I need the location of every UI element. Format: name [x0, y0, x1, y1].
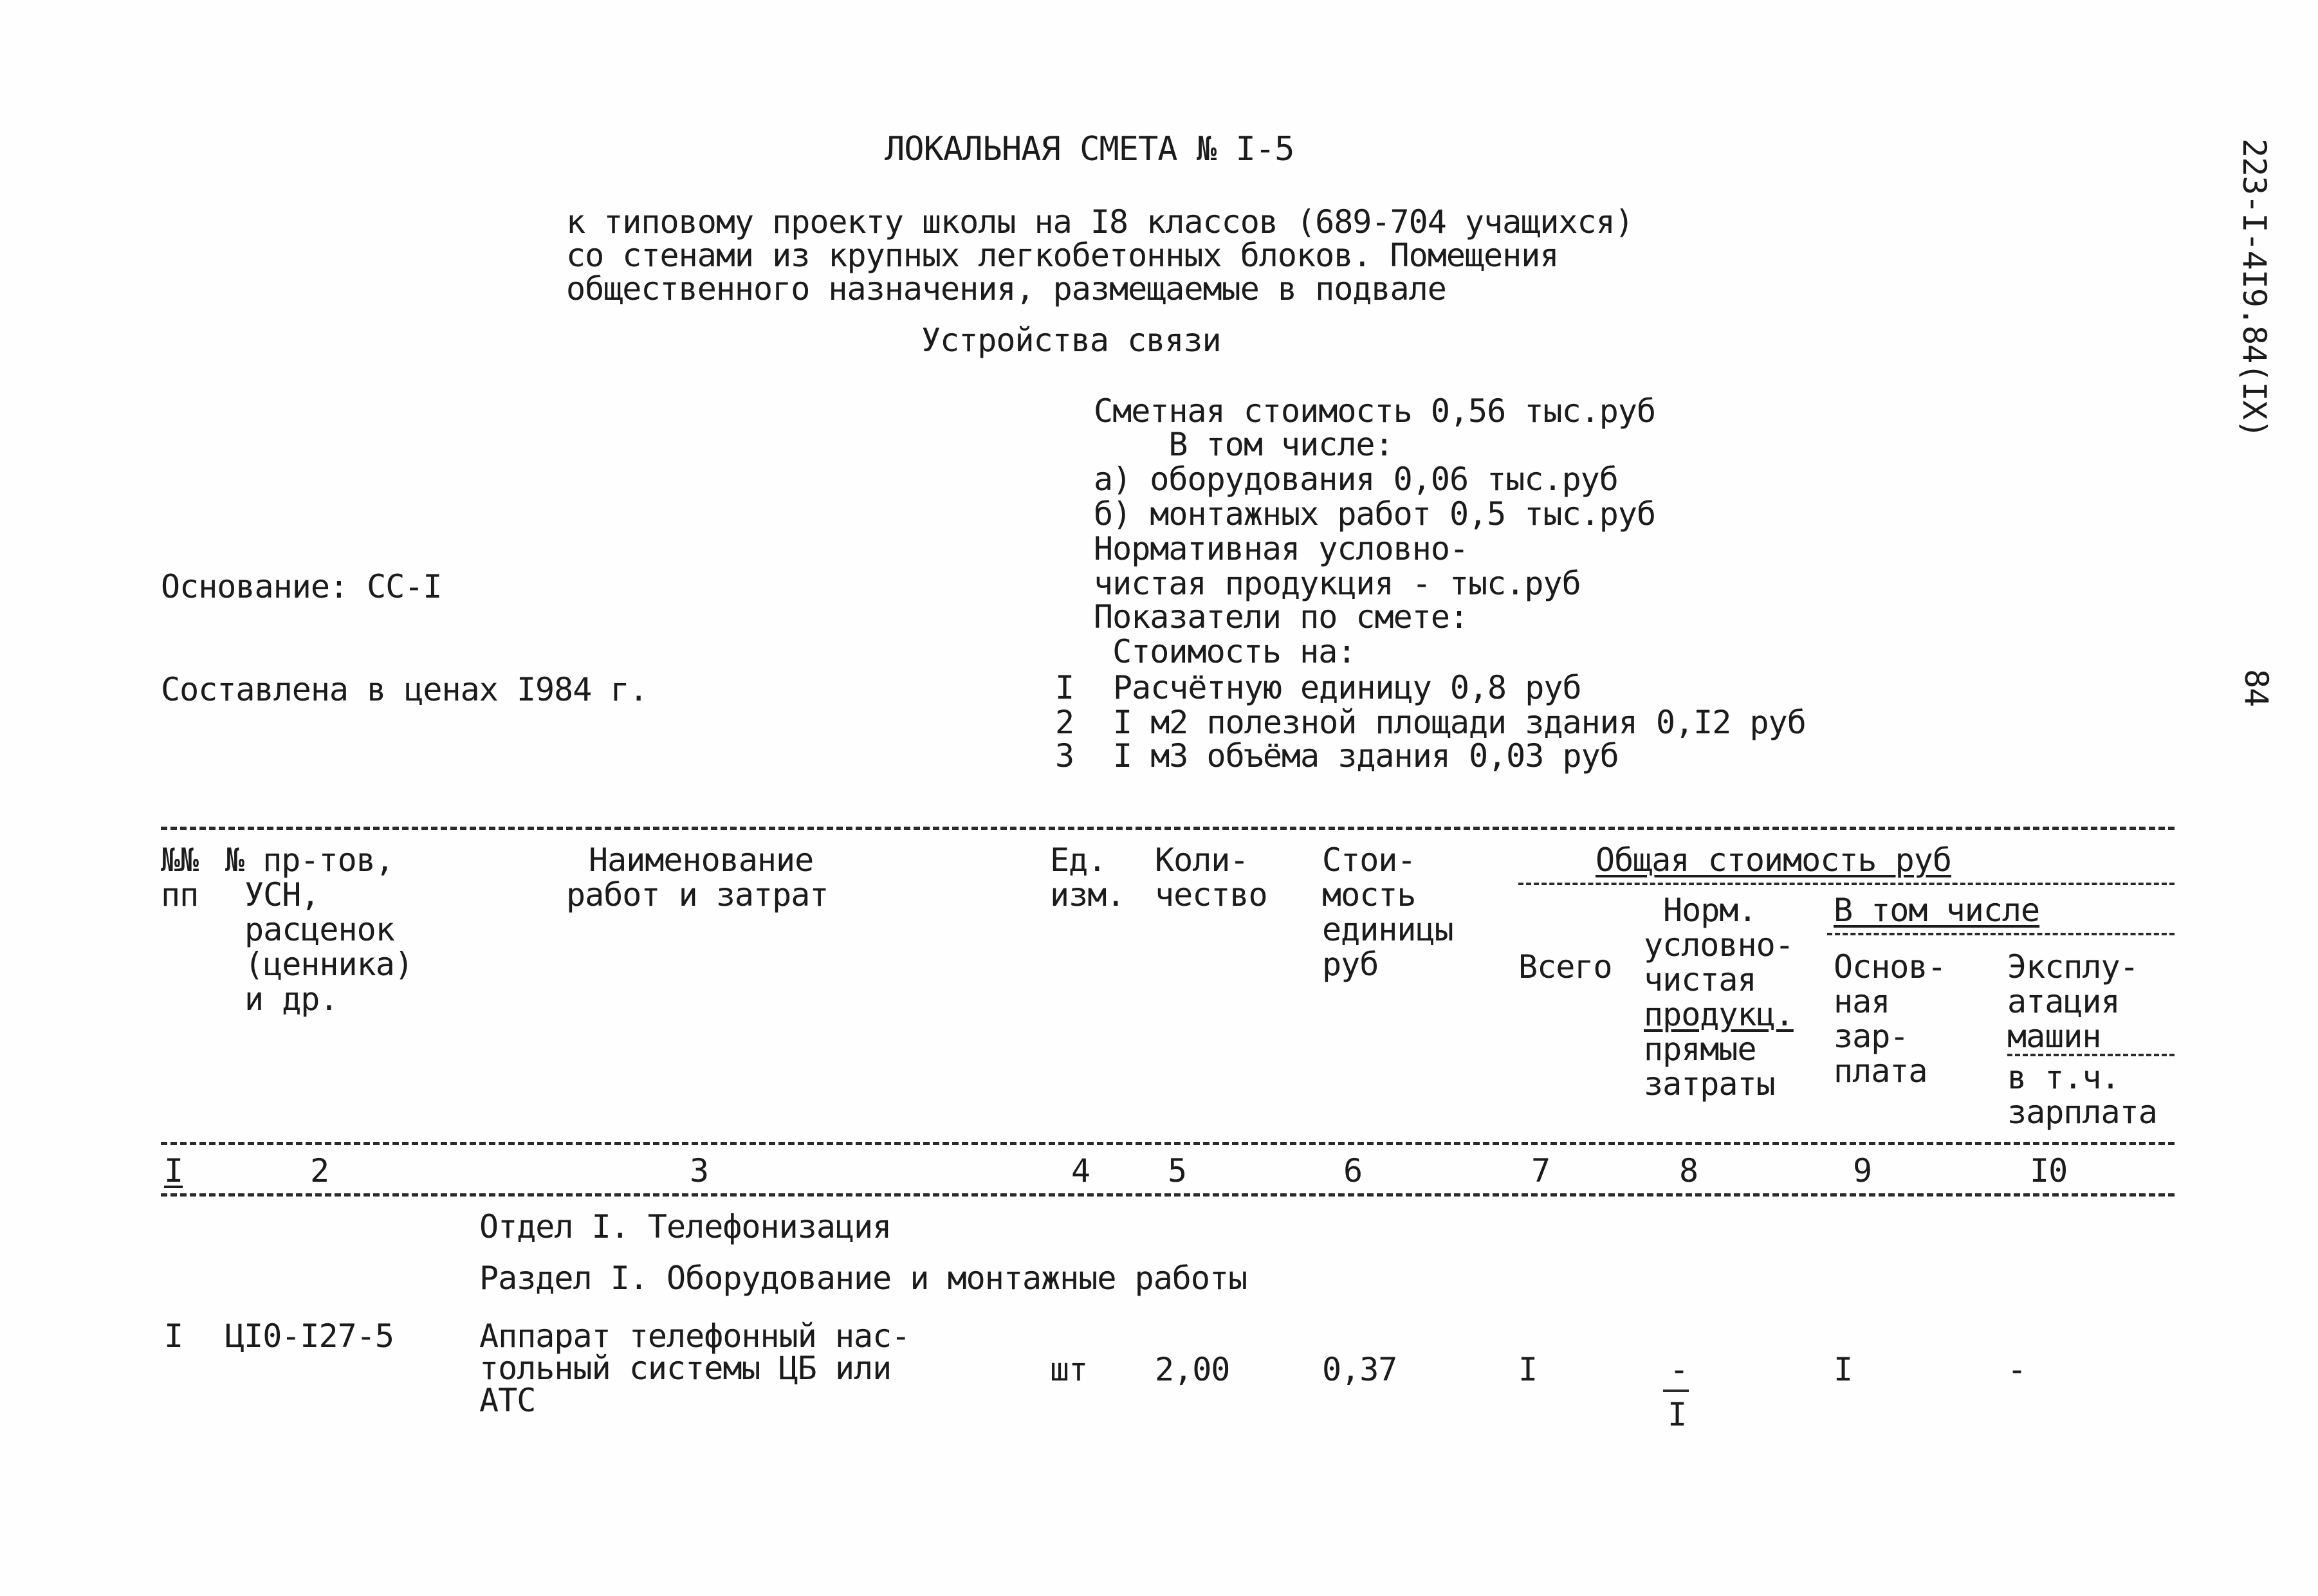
col5-header-line: Коли- — [1155, 841, 1249, 879]
row-code: ЦI0-I27-5 — [225, 1317, 394, 1355]
column-number: 3 — [690, 1152, 709, 1189]
col4-header-line: Ед. — [1050, 841, 1107, 879]
col10-header-line: Эксплу- — [2007, 948, 2139, 986]
subtitle-line-3: общественного назначения, размещаемые в подвале — [566, 270, 1446, 307]
col8-header-line: затраты — [1644, 1065, 1775, 1103]
subtitle-line-1: к типовому проекту школы на I8 классов (689-704 учащихся) — [566, 203, 1633, 241]
section-name: Устройства связи — [921, 322, 1221, 359]
table-top-rule — [161, 827, 2175, 830]
cost-line: б) монтажных работ 0,5 тыс.руб — [1094, 495, 1656, 533]
indicator-text: Расчётную единицу 0,8 руб — [1113, 669, 1581, 706]
basis-label: Основание: СС-I — [161, 568, 442, 605]
col6-header-line: Стои- — [1322, 841, 1416, 879]
indicator-text: I м3 объёма здания 0,03 руб — [1113, 737, 1619, 775]
cost-line: Стоимость на: — [1094, 633, 1356, 670]
col5-header-line: чество — [1155, 876, 1267, 913]
col6-header-line: руб — [1322, 946, 1379, 983]
indicator-number: I — [1055, 669, 1074, 706]
cost-line: В том числе: — [1094, 426, 1394, 463]
cost-line: Сметная стоимость 0,56 тыс.руб — [1094, 392, 1656, 430]
prices-year-label: Составлена в ценах I984 г. — [161, 671, 648, 708]
col9-header-line: зар- — [1834, 1018, 1909, 1055]
row-total: I — [1518, 1351, 1538, 1388]
row-name-line: тольный системы ЦБ или — [479, 1350, 892, 1387]
page-title: ЛОКАЛЬНАЯ СМЕТА № I-5 — [885, 130, 1294, 169]
col4-header-line: изм. — [1050, 876, 1125, 913]
column-number: 2 — [310, 1152, 329, 1189]
row-number: I — [164, 1317, 183, 1355]
row-name-line: АТС — [479, 1382, 536, 1419]
cost-line: чистая продукция - тыс.руб — [1094, 565, 1581, 602]
column-number: 7 — [1531, 1152, 1550, 1189]
column-number: 4 — [1071, 1152, 1090, 1189]
col9-header-line: плата — [1834, 1052, 1927, 1090]
col8-header-line: условно- — [1644, 926, 1794, 964]
col2-header-line: № пр-тов, — [225, 841, 394, 879]
row-norm-divider — [1663, 1390, 1689, 1392]
col8-header-line: чистая — [1644, 961, 1756, 998]
col2-header-line: (ценника) — [244, 946, 413, 983]
col1-header-line: пп — [161, 876, 199, 913]
header-bottom-rule — [161, 1142, 2175, 1145]
column-number: 6 — [1343, 1152, 1363, 1189]
column-number: 8 — [1679, 1152, 1698, 1189]
section-heading: Раздел I. Оборудование и монтажные работы — [479, 1260, 1247, 1297]
row-quantity: 2,00 — [1155, 1351, 1230, 1388]
row-wage: I — [1834, 1351, 1853, 1388]
row-name-line: Аппарат телефонный нас- — [479, 1317, 910, 1355]
col7-header: Всего — [1518, 948, 1612, 986]
indicator-number: 3 — [1055, 737, 1074, 775]
col3-header-line: работ и затрат — [566, 876, 829, 913]
col6-header-line: единицы — [1322, 911, 1453, 948]
col10-header-line: в т.ч. — [2007, 1059, 2120, 1096]
col8-header-line: прямые — [1644, 1031, 1756, 1068]
column-number: 9 — [1853, 1152, 1872, 1189]
col2-header-line: и др. — [244, 980, 338, 1018]
row-norm-top: - — [1670, 1351, 1689, 1388]
col2-header-line: расценок — [244, 911, 394, 948]
document-code: 223-I-4I9.84(IX) — [2236, 138, 2273, 438]
col9-header-line: ная — [1834, 983, 1890, 1020]
department-heading: Отдел I. Телефонизация — [479, 1208, 892, 1245]
col9-header-line: Основ- — [1834, 948, 1946, 986]
page-number: 84 — [2238, 669, 2275, 707]
col1-header-line: №№ — [161, 841, 199, 879]
col6-header-line: мость — [1322, 876, 1416, 913]
including-header: В том числе — [1834, 892, 2040, 929]
cost-line: Показатели по смете: — [1094, 598, 1469, 636]
col8-header-line: Норм. — [1663, 892, 1757, 929]
cost-line: Нормативная условно- — [1094, 530, 1469, 567]
col10-header-line: зарплата — [2007, 1094, 2157, 1131]
header-group-rule — [1518, 883, 2175, 885]
col2-header-line: УСН, — [244, 876, 320, 913]
col8-header-line: продукц. — [1644, 996, 1794, 1033]
row-machines: - — [2007, 1351, 2027, 1388]
subtitle-line-2: со стенами из крупных легкобетонных блоков. Помещения — [566, 237, 1559, 274]
header-incl-rule — [1827, 933, 2175, 935]
col3-header-line: Наименование — [589, 841, 814, 879]
column-numbers-rule — [161, 1193, 2175, 1197]
cost-line: а) оборудования 0,06 тыс.руб — [1094, 461, 1618, 498]
row-norm-bottom: I — [1668, 1396, 1687, 1433]
indicator-number: 2 — [1055, 704, 1074, 741]
column-number: I0 — [2030, 1152, 2068, 1189]
col10-header-line: машин — [2007, 1018, 2101, 1055]
column-number: 5 — [1168, 1152, 1187, 1189]
indicator-text: I м2 полезной площади здания 0,I2 руб — [1113, 704, 1806, 741]
col10-header-line: атация — [2007, 983, 2120, 1020]
column-number: I — [164, 1152, 183, 1189]
row-unit: шт — [1050, 1351, 1088, 1388]
total-cost-group-header: Общая стоимость руб — [1596, 841, 1951, 879]
row-unit-cost: 0,37 — [1322, 1351, 1397, 1388]
